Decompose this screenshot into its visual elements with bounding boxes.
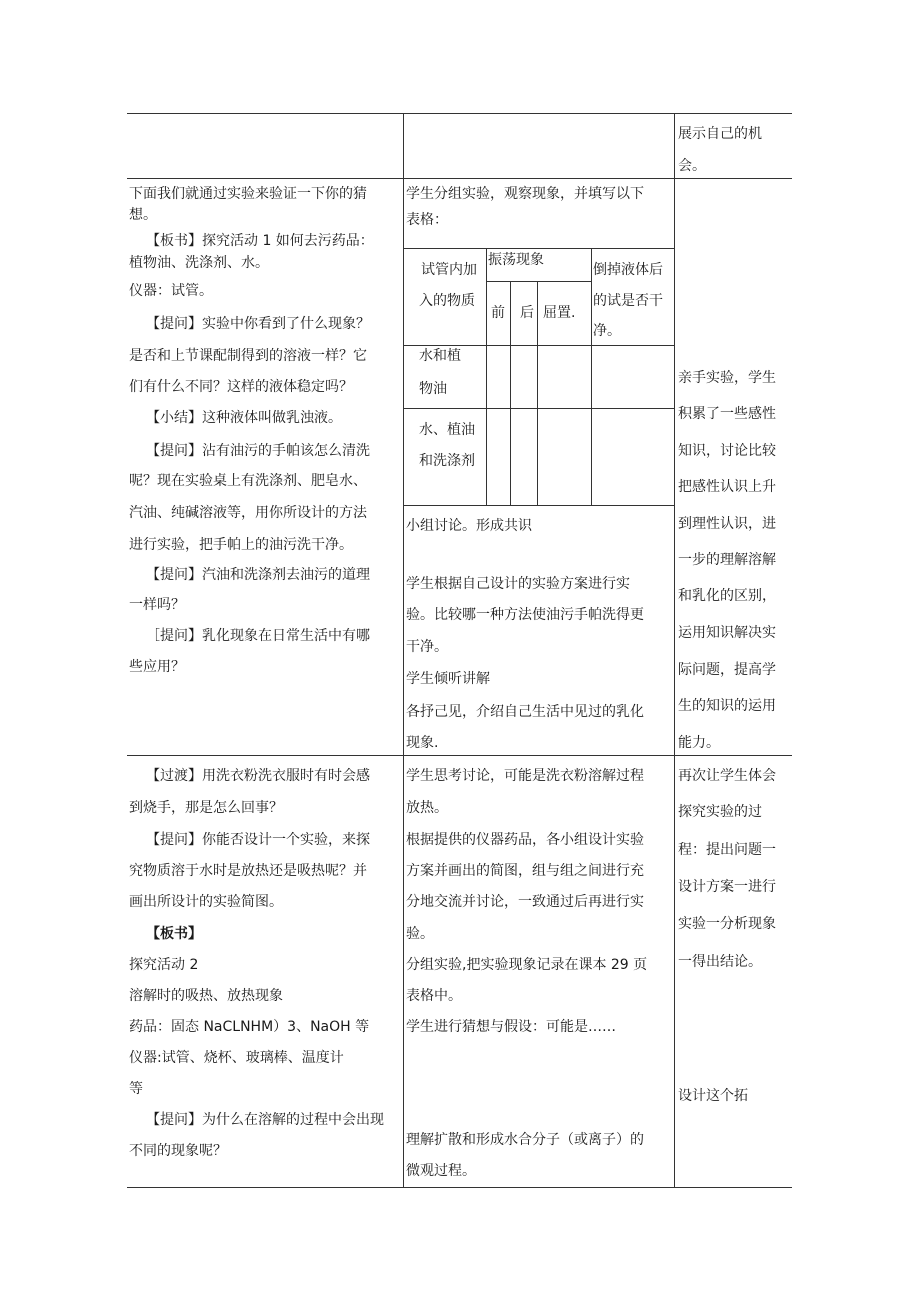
text-line: 【提问】实验中你看到了什么现象？ [146,316,370,332]
text-line: 际问题，提高学 [678,662,776,678]
text-line: 想。 [129,207,157,223]
text-line: 运用知识解决实 [678,625,776,641]
text-line: 学生分组实验，观察现象，并填写以下 [406,186,644,202]
header-stand: 屈置. [543,305,576,321]
text-line: 下面我们就通过实验来验证一下你的猜 [129,186,367,202]
text-line: 【小结】这种液体叫做乳浊液。 [146,410,342,426]
header-clean-line2: 的试是否干 [593,293,663,309]
header-clean-line3: 净。 [593,323,621,339]
header-clean-line1: 倒掉液体后 [593,262,663,278]
inner-table-col-b [510,281,511,505]
text-line: 亲手实验，学生 [678,370,776,386]
text-line: 【提问】沾有油污的手帕该怎么清洗 [146,443,370,459]
text-line: 积累了一些感性 [678,406,776,422]
text-line: 汽油、纯碱溶液等，用你所设计的方法 [129,505,367,521]
text-line: ［提问】乳化现象在日常生活中有哪 [146,628,370,644]
text-line: 学生倾听讲解 [406,671,490,687]
text-line: 验。比较哪一种方法使油污手帕洗得更 [406,607,644,623]
row1-col3-line2: 会。 [678,158,706,174]
text-line: 究物质溶于水时是放热还是吸热呢？并 [129,863,367,879]
text-line: 【过渡】用洗衣粉洗衣服时有时会感 [146,768,370,784]
text-line: 验。 [406,926,434,942]
table-bottom-border [127,1187,792,1188]
text-line: 一步的理解溶解 [678,552,776,568]
text-line: 是否和上节课配制得到的溶液一样？它 [129,348,367,364]
row2-label-line2: 和洗涤剂 [419,453,475,469]
row1-col3-line1: 展示自己的机 [678,126,762,142]
text-line: 画出所设计的实验简图。 [129,894,283,910]
text-line: 学生思考讨论，可能是洗衣粉溶解过程 [406,768,644,784]
inner-table-col-a [486,248,487,505]
text-line: 【提问】你能否设计一个实验，来探 [146,832,370,848]
text-line: 溶解时的吸热、放热现象 [129,988,283,1004]
row-divider-2 [127,755,792,756]
text-line: 生的知识的运用 [678,698,776,714]
text-line: 一样吗？ [129,597,185,613]
text-line: 程：提出问题一 [678,842,776,858]
text-line: 进行实验，把手帕上的油污洗干净。 [129,537,353,553]
text-line: 仪器:试管、烧杯、玻璃棒、温度计 [129,1050,344,1066]
text-line: 能力。 [678,735,720,751]
header-substance-line1: 试管内加 [421,262,477,278]
text-line: 现象. [406,735,439,751]
column-divider-1 [403,113,404,1187]
text-line: 等 [129,1081,143,1097]
row1-label-line1: 水和植 [419,348,461,364]
row-divider-1 [127,178,792,179]
header-after: 后 [520,305,534,321]
text-line: 【板书】探究活动 1 如何去污药品： [146,233,374,249]
inner-table-bottom [404,505,674,506]
inner-table-header-bottom [404,345,674,346]
inner-table-top [404,248,674,249]
text-line: 【提问】为什么在溶解的过程中会出现 [146,1112,384,1128]
text-line: 探究实验的过 [678,804,762,820]
inner-table-shake-divider [486,281,591,282]
header-shake: 振荡现象 [488,252,544,268]
text-line: 药品：固态 NaCLNHM）3、NaOH 等 [129,1019,370,1035]
text-line: 们有什么不同？这样的液体稳定吗？ [129,379,353,395]
text-line: 【提问】汽油和洗涤剂去油污的道理 [146,567,370,583]
text-line: 仪器：试管。 [129,283,213,299]
text-line: 呢？现在实验桌上有洗涤剂、肥皂水、 [129,473,367,489]
header-before: 前 [491,305,505,321]
text-line: 方案并画出的简图，组与组之间进行充 [406,863,644,879]
text-line: 实验一分析现象 [678,916,776,932]
text-line: 探究活动 2 [129,957,199,973]
text-line: 不同的现象呢？ [129,1143,227,1159]
text-line: 分地交流并讨论，一致通过后再进行实 [406,894,644,910]
text-line: 微观过程。 [406,1163,476,1179]
text-line: 设计方案一进行 [678,879,776,895]
text-line: 分组实验,把实验现象记录在课本 29 页 [406,957,648,973]
text-line: 干净。 [406,639,448,655]
inner-table-col-c [537,281,538,505]
text-line: 表格中。 [406,988,462,1004]
column-divider-2 [674,113,675,1187]
inner-table-row-divider [404,408,674,409]
row1-label-line2: 物油 [419,381,447,397]
text-line: 些应用？ [129,659,185,675]
text-line: 【板书】 [146,926,202,942]
text-line: 到烧手，那是怎么回事？ [129,800,283,816]
table-top-border [127,113,792,114]
text-line: 根据提供的仪器药品，各小组设计实验 [406,832,644,848]
text-line: 表格： [406,212,448,228]
text-line: 植物油、洗涤剂、水。 [129,255,269,271]
text-line: 到理性认识，进 [678,516,776,532]
text-line: 学生进行猜想与假设：可能是…… [406,1019,616,1035]
text-line: 知识，讨论比较 [678,443,776,459]
text-line: 各抒己见，介绍自己生活中见过的乳化 [406,704,644,720]
text-line: 再次让学生体会 [678,768,776,784]
header-substance-line2: 入的物质 [419,293,475,309]
text-line: 学生根据自己设计的实验方案进行实 [406,576,630,592]
text-line: 理解扩散和形成水合分子（或离子）的 [406,1132,644,1148]
text-line: 小组讨论。形成共识 [406,518,532,534]
row2-label-line1: 水、植油 [419,422,475,438]
inner-table-col-d [591,248,592,505]
text-line: 放热。 [406,800,448,816]
text-line: 把感性认识上升 [678,479,776,495]
text-line: 和乳化的区别， [678,588,776,604]
text-line: 一得出结论。 [678,954,762,970]
text-line: 设计这个拓 [678,1088,748,1104]
